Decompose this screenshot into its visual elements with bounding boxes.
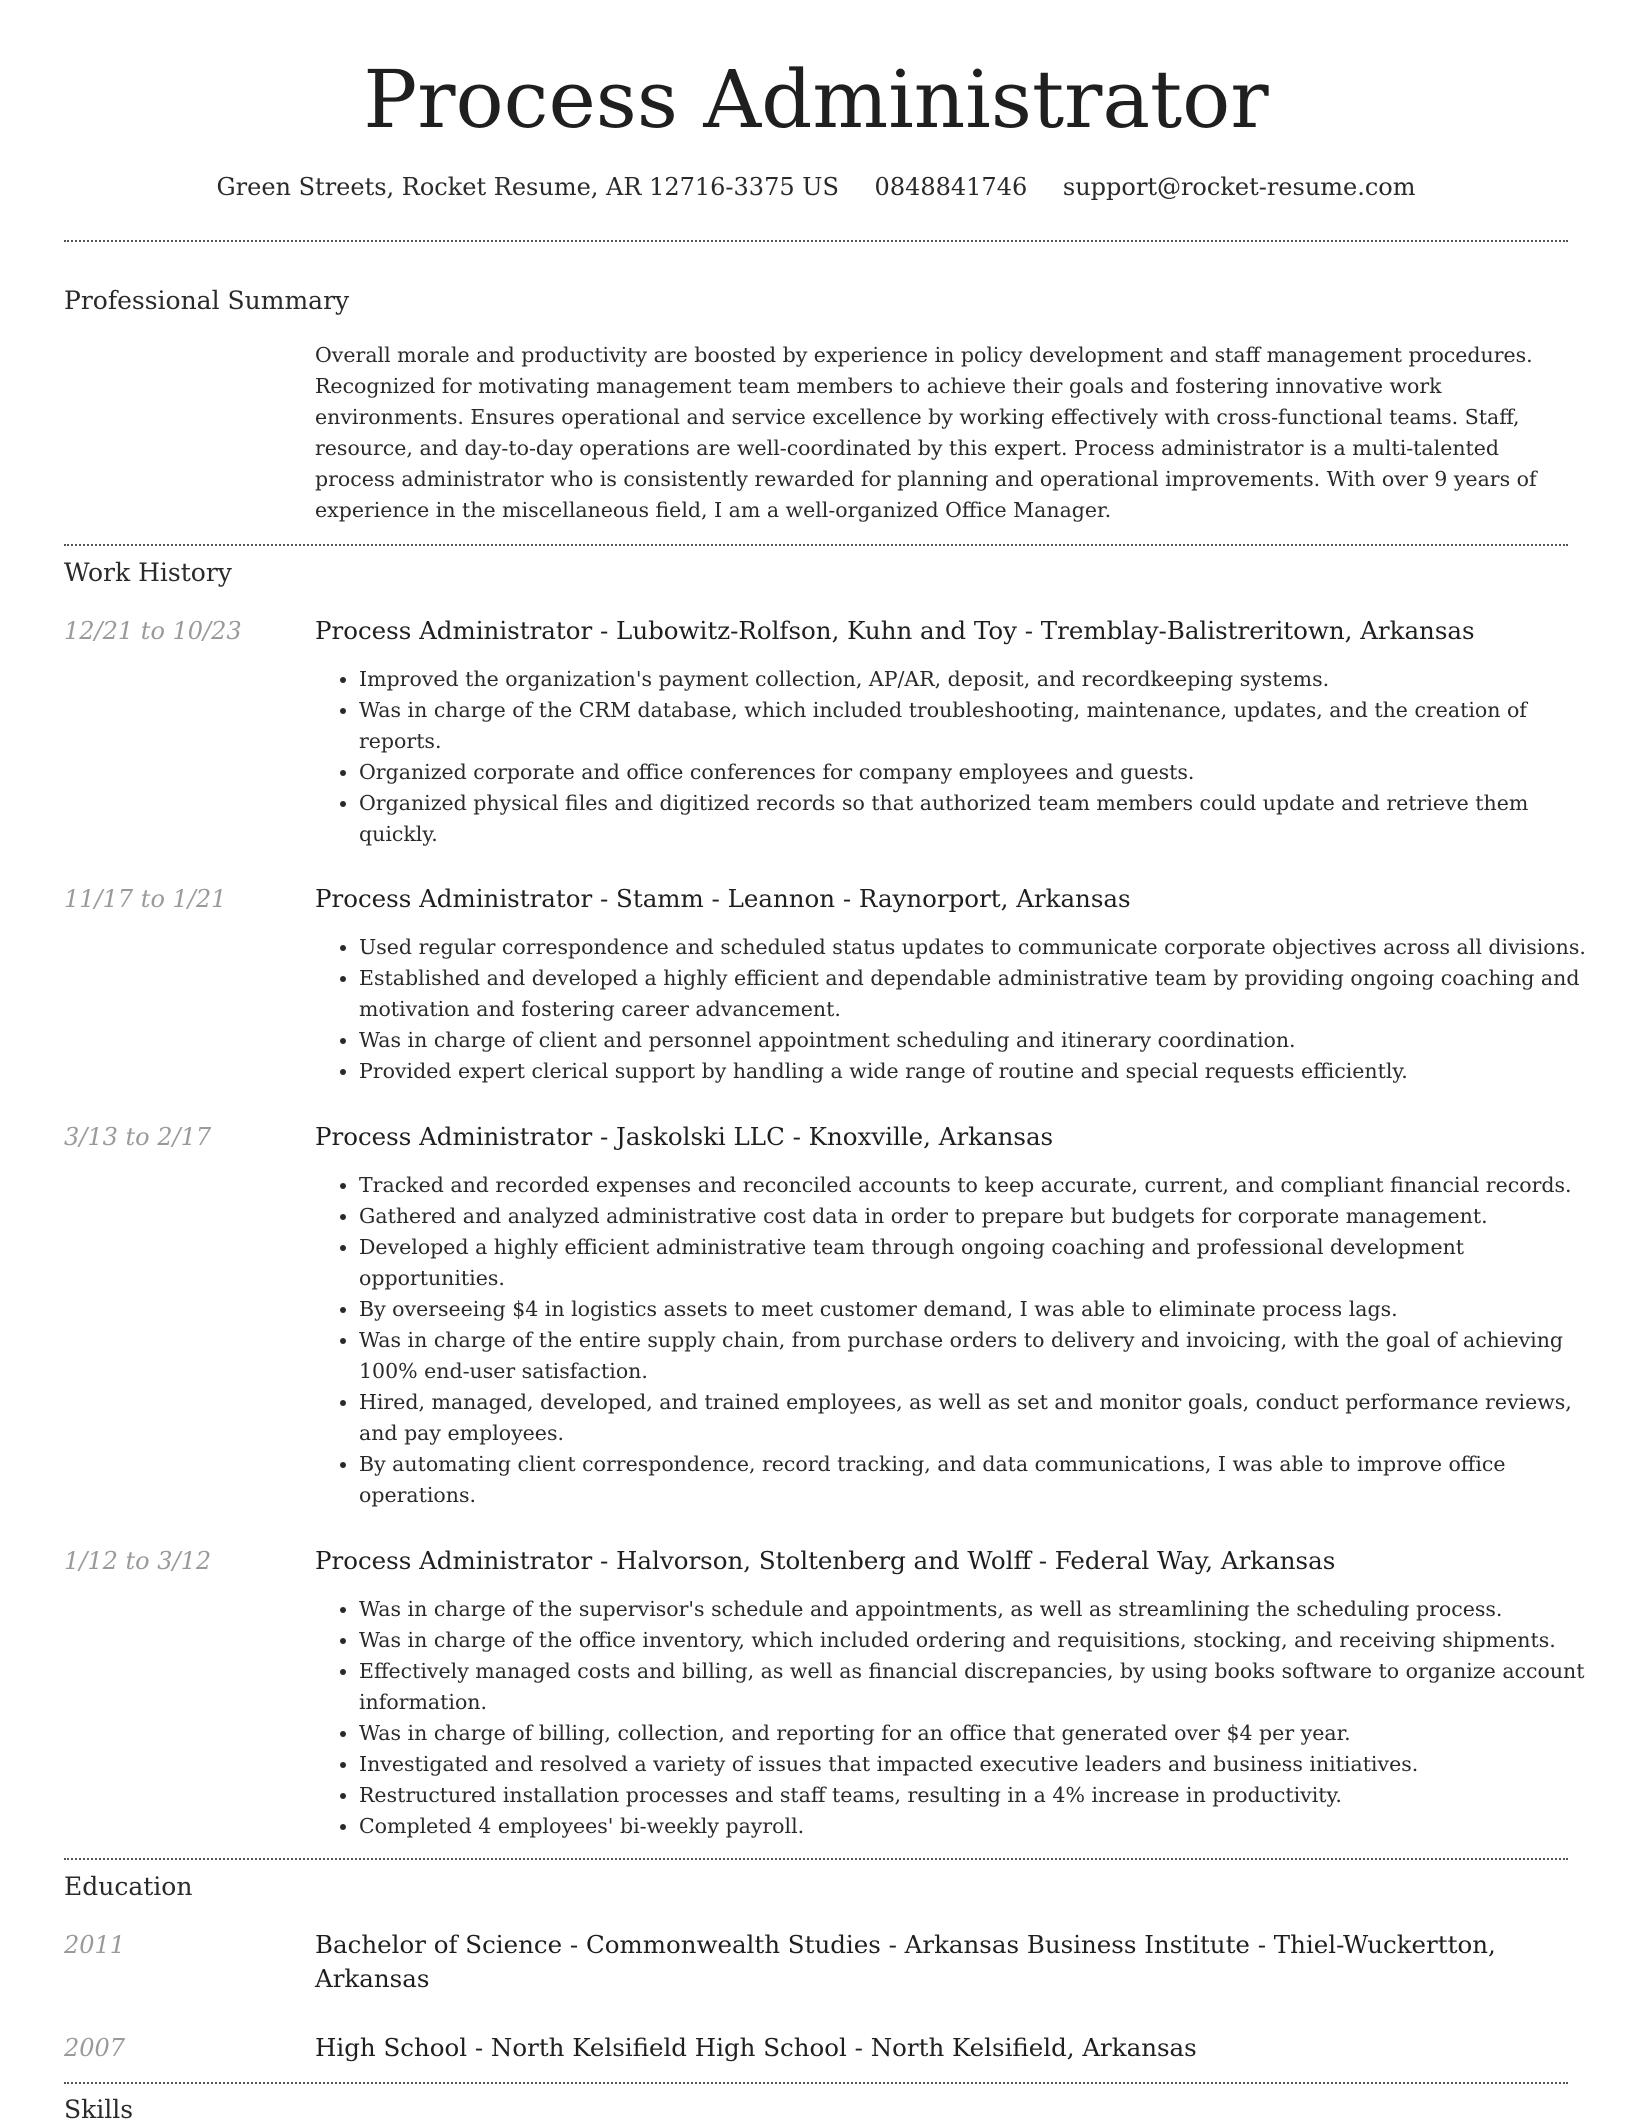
job-dates: 11/17 to 1/21 [64,885,227,913]
section-title-work-history: Work History [64,558,232,587]
job-bullets [315,664,1599,850]
job-dates: 3/13 to 2/17 [64,1123,212,1151]
job-bullets [315,1594,1599,1842]
list-item: • Was in charge of billing, collection, and reporting for an office that generated over $4 per year. [359,1718,1599,1749]
divider [64,1858,1568,1860]
list-item: • Was in charge of the CRM database, which included troubleshooting, maintenance, updates, and the creation of reports. [359,695,1599,757]
education-year: 2007 [64,2034,126,2062]
job-title: Process Administrator - Jaskolski LLC - Knoxville, Arkansas [315,1122,1054,1151]
education-title: High School - North Kelsifield High School - North Kelsifield, Arkansas [315,2033,1197,2062]
list-item: • Completed 4 employees' bi-weekly payroll. [359,1811,1599,1842]
list-item: • Was in charge of the entire supply chain, from purchase orders to delivery and invoicing, with the goal of achieving 100% end-user satisfaction. [359,1325,1599,1387]
contact-line [0,170,1632,204]
job-title: Process Administrator - Lubowitz-Rolfson, Kuhn and Toy - Tremblay-Balistreritown, Arkansas [315,616,1475,645]
page-title: Process Administrator [363,53,1269,146]
list-item: • Tracked and recorded expenses and reconciled accounts to keep accurate, current, and compliant financial records. [359,1170,1599,1201]
summary-text: Overall morale and productivity are boosted by experience in policy development and staff management procedures. Recognized for motivating management team members to achieve their goals and fostering innovative work environments. Ensures operational and service excellence by working effectively with cross-functional teams. Staff, resource, and day-to-day operations are well-coordinated by this expert. Process administrator is a multi-talented process administrator who is consistently rewarded for planning and operational improvements. With over 9 years of experience in the miscellaneous field, I am a well-organized Office Manager. [315,343,1537,522]
job-title: Process Administrator - Stamm - Leannon - Raynorport, Arkansas [315,884,1131,913]
list-item: • Restructured installation processes and staff teams, resulting in a 4% increase in productivity. [359,1780,1599,1811]
list-item: • Developed a highly efficient administrative team through ongoing coaching and professional development opportunities. [359,1232,1599,1294]
divider [64,544,1568,546]
list-item: • Was in charge of the supervisor's schedule and appointments, as well as streamlining the scheduling process. [359,1594,1599,1625]
job-dates: 12/21 to 10/23 [64,617,242,645]
list-item: • Investigated and resolved a variety of issues that impacted executive leaders and business initiatives. [359,1749,1599,1780]
section-title-summary: Professional Summary [64,286,350,315]
list-item: • Hired, managed, developed, and trained employees, as well as set and monitor goals, conduct performance reviews, and pay employees. [359,1387,1599,1449]
divider [64,2082,1568,2084]
list-item: • Provided expert clerical support by handling a wide range of routine and special requests efficiently. [359,1056,1599,1087]
list-item: • Improved the organization's payment collection, AP/AR, deposit, and recordkeeping systems. [359,664,1599,695]
email: support@rocket-resume.com [1062,173,1416,201]
divider [64,240,1568,242]
address: Green Streets, Rocket Resume, AR 12716-3375 US [216,173,839,201]
job-dates: 1/12 to 3/12 [64,1547,212,1575]
list-item: • Organized corporate and office conferences for company employees and guests. [359,757,1599,788]
section-title-skills: Skills [64,2095,134,2124]
list-item: • Was in charge of client and personnel appointment scheduling and itinerary coordination. [359,1025,1599,1056]
list-item: • Established and developed a highly efficient and dependable administrative team by providing ongoing coaching and motivation and fostering career advancement. [359,963,1599,1025]
job-title: Process Administrator - Halvorson, Stoltenberg and Wolff - Federal Way, Arkansas [315,1546,1336,1575]
section-title-education: Education [64,1872,193,1901]
list-item: • Was in charge of the office inventory, which included ordering and requisitions, stocking, and receiving shipments. [359,1625,1599,1656]
list-item: • Gathered and analyzed administrative cost data in order to prepare but budgets for corporate management. [359,1201,1599,1232]
education-year: 2011 [64,1931,126,1959]
list-item: • By overseeing $4 in logistics assets to meet customer demand, I was able to eliminate process lags. [359,1294,1599,1325]
list-item: • Effectively managed costs and billing, as well as financial discrepancies, by using books software to organize account information. [359,1656,1599,1718]
phone: 0848841746 [874,173,1028,201]
list-item: • By automating client correspondence, record tracking, and data communications, I was able to improve office operations. [359,1449,1599,1511]
list-item: • Used regular correspondence and scheduled status updates to communicate corporate objectives across all divisions. [359,932,1599,963]
job-bullets [315,1170,1599,1511]
job-bullets [315,932,1599,1087]
list-item: • Organized physical files and digitized records so that authorized team members could update and retrieve them quickly. [359,788,1599,850]
education-title: Bachelor of Science - Commonwealth Studies - Arkansas Business Institute - Thiel-Wuckertton, Arkansas [315,1930,1496,1993]
